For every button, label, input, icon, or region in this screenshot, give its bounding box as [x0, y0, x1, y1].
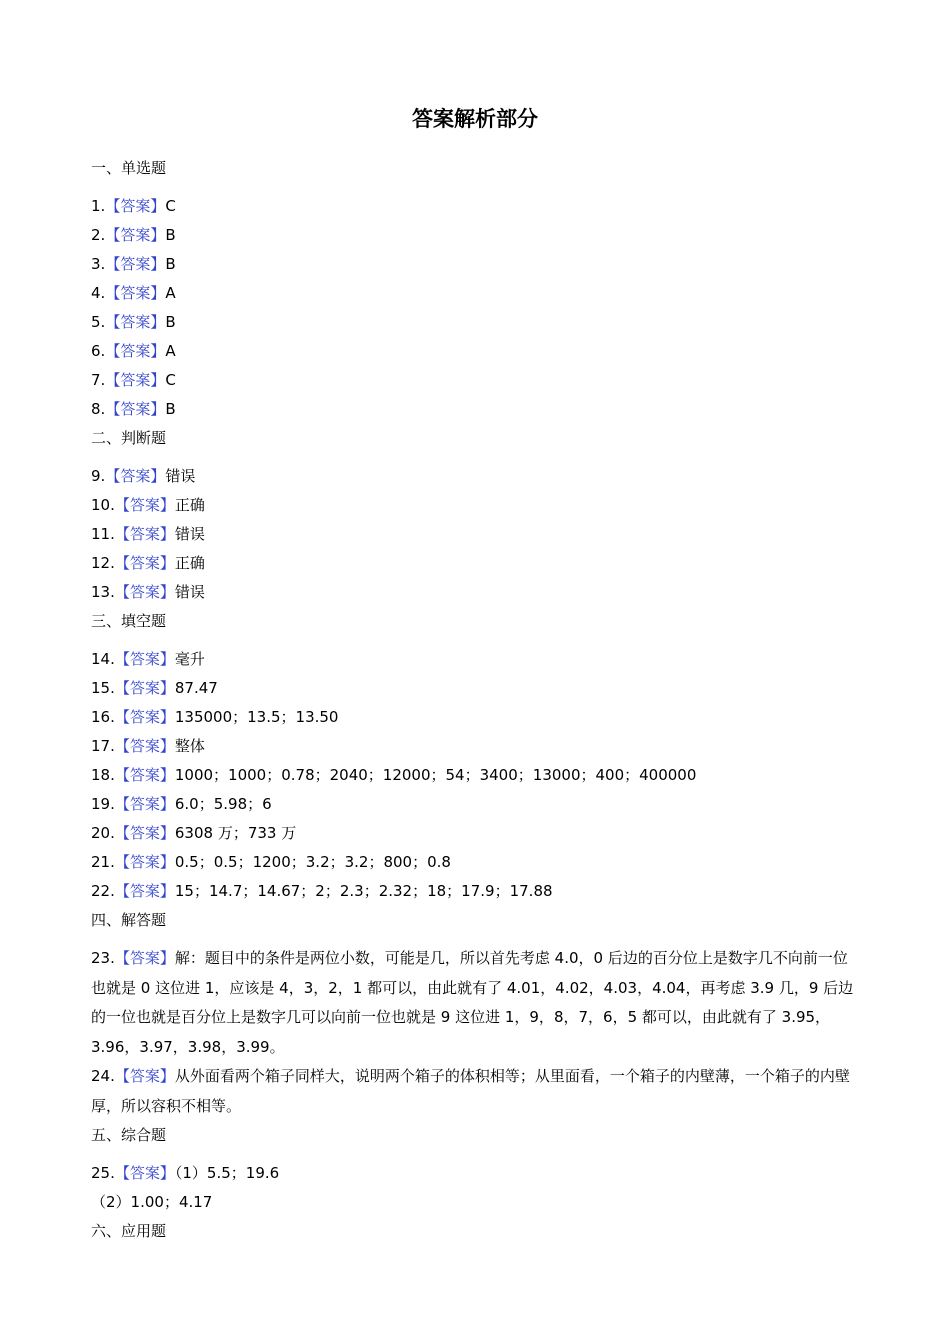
answer-item: 23.【答案】解：题目中的条件是两位小数，可能是几，所以首先考虑 4.0，0 后边的百分位上是数字几不向前一位也就是 0 这位进 1，应该是 4，3，2，1 都可以，由此就有了 4.01，4.02，4.03，4.04，再考虑 3.9 几，9 后边的一位也就是百分位上是数字几可以向前一位也就是 9 这位进 1，9，8，7，6，5 都可以，由此就有了 3.95，3.96，3.97，3.98，3.99。: [91, 949, 854, 1056]
answer-item: 11.【答案】错误: [91, 525, 205, 543]
section-heading-comprehensive: 五、综合题: [91, 1126, 167, 1144]
answer-item: 2.【答案】B: [91, 226, 176, 244]
answer-item: 12.【答案】正确: [91, 554, 205, 572]
answer-item: 24.【答案】从外面看两个箱子同样大，说明两个箱子的体积相等；从里面看，一个箱子的内壁薄，一个箱子的内壁厚，所以容积不相等。: [91, 1067, 850, 1115]
answer-item: 4.【答案】A: [91, 284, 176, 302]
answer-item: 18.【答案】1000；1000；0.78；2040；12000；54；3400；13000；400；400000: [91, 766, 697, 784]
answer-item: 9.【答案】错误: [91, 467, 196, 485]
answer-item: 20.【答案】6308 万；733 万: [91, 824, 297, 842]
section-heading-single-choice: 一、单选题: [91, 159, 167, 177]
answer-item: 17.【答案】整体: [91, 737, 205, 755]
page-title: 答案解析部分: [412, 107, 538, 131]
section-heading-application: 六、应用题: [91, 1222, 167, 1240]
answer-content: [91, 154, 861, 1246]
answer-item: 21.【答案】0.5；0.5；1200；3.2；3.2；800；0.8: [91, 853, 451, 871]
answer-item: 10.【答案】正确: [91, 496, 205, 514]
answer-item: 8.【答案】B: [91, 400, 176, 418]
section-heading-true-false: 二、判断题: [91, 429, 167, 447]
section-heading-solve: 四、解答题: [91, 911, 167, 929]
answer-item: 19.【答案】6.0；5.98；6: [91, 795, 272, 813]
answer-subitem: （2）1.00；4.17: [91, 1193, 213, 1211]
answer-item: 6.【答案】A: [91, 342, 176, 360]
answer-item: 1.【答案】C: [91, 197, 176, 215]
answer-item: 22.【答案】15；14.7；14.67；2；2.3；2.32；18；17.9；17.88: [91, 882, 553, 900]
answer-item: 16.【答案】135000；13.5；13.50: [91, 708, 339, 726]
answer-item: 15.【答案】87.47: [91, 679, 218, 697]
answer-item: 3.【答案】B: [91, 255, 176, 273]
answer-item: 7.【答案】C: [91, 371, 176, 389]
answer-item: 25.【答案】（1）5.5；19.6: [91, 1164, 280, 1182]
section-heading-fill-blank: 三、填空题: [91, 612, 167, 630]
answer-item: 5.【答案】B: [91, 313, 176, 331]
answer-item: 14.【答案】毫升: [91, 650, 205, 668]
answer-item: 13.【答案】错误: [91, 583, 205, 601]
